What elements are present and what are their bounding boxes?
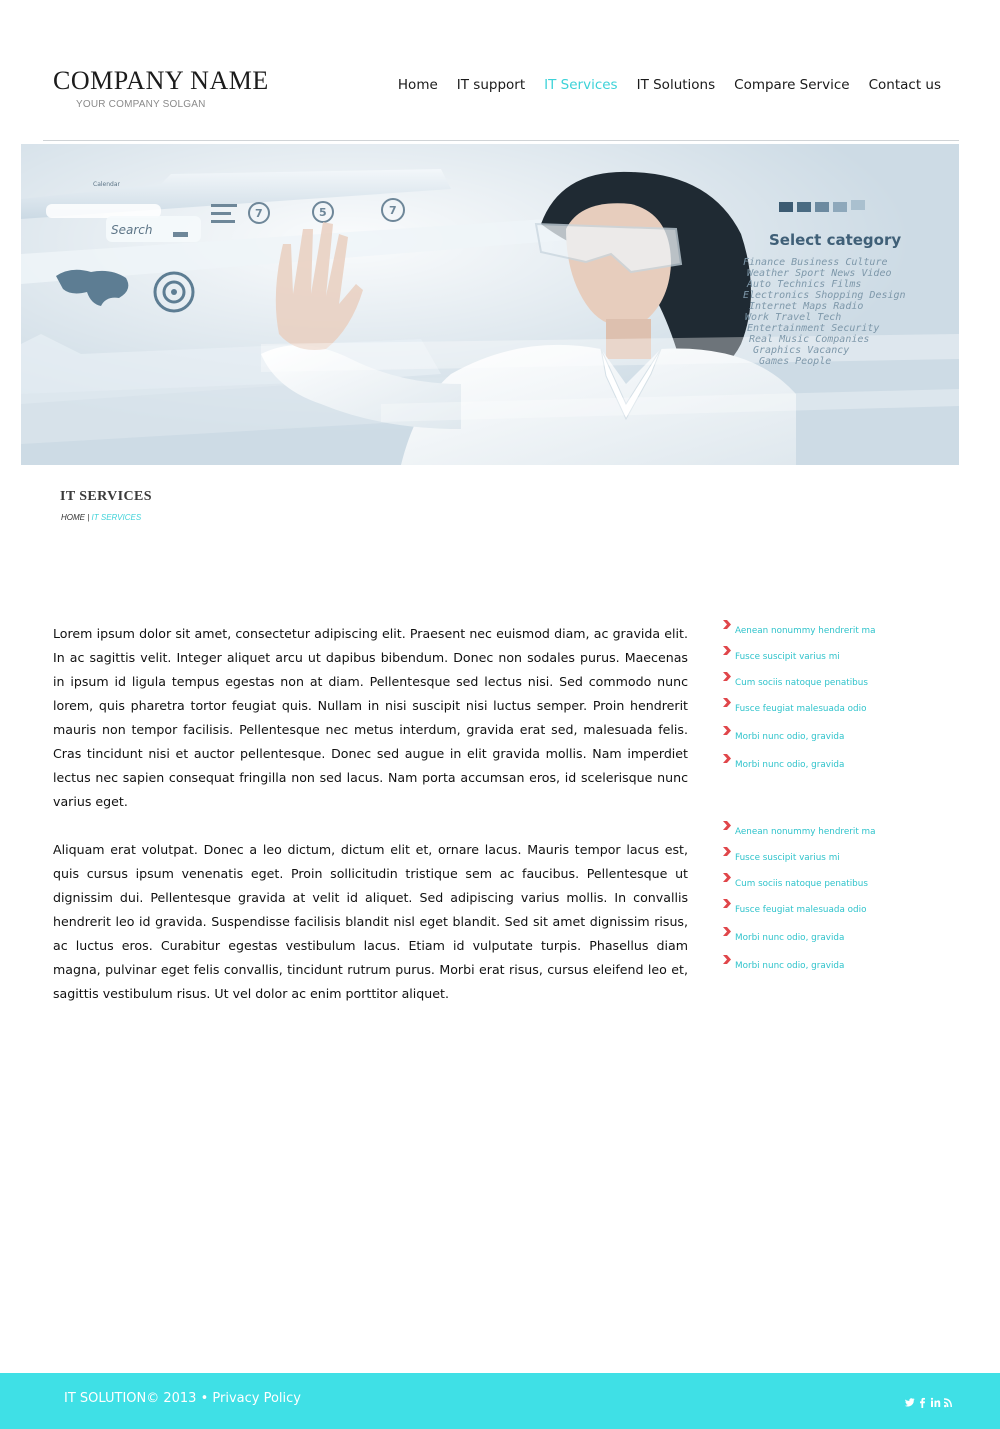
sidebar-link[interactable]: Fusce suscipit varius mi <box>735 652 840 662</box>
content-paragraph: Lorem ipsum dolor sit amet, consectetur adipiscing elit. Praesent nec euismod diam, ac gravida elit. In ac sagittis velit. Integer aliquet arcu ut dapibus bibendum. Donec non sodales purus. Maecenas in ipsum id ligula tempus egestas non at diam. Pellentesque sed lectus nisi. Sed commodo nunc lorem, quis pharetra tortor feugiat quis. Nullam in nisi suscipit nisi luctus semper. Proin hendrerit mauris non tempor facilisis. Pellentesque nec metus interdum, gravida erat sed, malesuada felis. Cras tincidunt nisi et auctor pellentesque. Donec sed augue in elit gravida mollis. Nam imperdiet lectus nec sapien consequat fringilla non sed lacus. Nam porta accumsan eros, id scelerisque nunc varius eget. <box>53 626 688 809</box>
arrow-right-icon <box>722 754 731 763</box>
header-divider <box>43 140 959 141</box>
social-links <box>902 1394 954 1407</box>
sidebar-item[interactable] <box>722 724 942 750</box>
arrow-right-icon <box>722 698 731 707</box>
sidebar-link[interactable]: Fusce feugiat malesuada odio <box>735 905 867 915</box>
sidebar-link[interactable]: Fusce suscipit varius mi <box>735 853 840 863</box>
hero-category-item: Real Music Companies <box>749 334 870 345</box>
footer <box>0 1373 1000 1429</box>
sidebar-link[interactable]: Morbi nunc odio, gravida <box>735 961 845 971</box>
twitter-icon[interactable] <box>904 1394 915 1407</box>
sidebar-item[interactable] <box>722 845 942 871</box>
sidebar-link[interactable]: Morbi nunc odio, gravida <box>735 933 845 943</box>
sidebar-item[interactable] <box>722 819 942 845</box>
logo[interactable] <box>53 66 269 110</box>
hero-category-title: Select category <box>769 231 902 249</box>
main-nav <box>379 76 941 94</box>
sidebar-item[interactable] <box>722 618 942 644</box>
hero-badge-b: 5 <box>319 206 327 219</box>
hero-calendar-label: Calendar <box>93 181 120 188</box>
sidebar-list-2 <box>722 819 942 979</box>
hero-category-item: Graphics Vacancy <box>753 345 850 356</box>
arrow-right-icon <box>722 726 731 735</box>
hero-category-item: Work Travel Tech <box>745 312 842 323</box>
company-slogan: YOUR COMPANY SOLGAN <box>76 99 206 110</box>
hero-badge-a: 7 <box>255 207 263 220</box>
hero-category-item: Finance Business Culture <box>743 257 888 268</box>
nav-compare-service[interactable]: Compare Service <box>734 77 850 93</box>
hero-banner <box>21 144 959 465</box>
sidebar-item[interactable] <box>722 925 942 951</box>
sidebar-item[interactable] <box>722 871 942 897</box>
arrow-right-icon <box>722 620 731 629</box>
hero-category-item: Internet Maps Radio <box>749 301 864 312</box>
arrow-right-icon <box>722 646 731 655</box>
sidebar-item[interactable] <box>722 752 942 778</box>
footer-copyright[interactable]: IT SOLUTION© 2013 • Privacy Policy <box>64 1391 301 1406</box>
sidebar-link[interactable]: Fusce feugiat malesuada odio <box>735 704 867 714</box>
sidebar-item[interactable] <box>722 953 942 979</box>
sidebar-item[interactable] <box>722 644 942 670</box>
arrow-right-icon <box>722 927 731 936</box>
nav-home[interactable]: Home <box>397 77 438 93</box>
sidebar-link[interactable]: Morbi nunc odio, gravida <box>735 760 845 770</box>
sidebar-item[interactable] <box>722 696 942 722</box>
hero-category-item: Weather Sport News Video <box>747 268 892 279</box>
sidebar-link[interactable]: Aenean nonummy hendrerit ma <box>735 827 876 837</box>
breadcrumb-current: IT SERVICES <box>91 513 142 522</box>
hero-illustration <box>21 144 959 465</box>
main-content <box>53 622 688 1030</box>
nav-it-solutions[interactable]: IT Solutions <box>636 77 716 93</box>
arrow-right-icon <box>722 847 731 856</box>
breadcrumb-home[interactable]: HOME <box>61 513 85 522</box>
sidebar-item[interactable] <box>722 897 942 923</box>
hero-category-item: Auto Technics Films <box>747 279 862 290</box>
sidebar-link[interactable]: Cum sociis natoque penatibus <box>735 678 868 688</box>
hero-search-label: Search <box>111 223 153 237</box>
page-title: IT SERVICES <box>60 489 152 504</box>
sidebar-item[interactable] <box>722 670 942 696</box>
facebook-icon[interactable] <box>917 1394 928 1407</box>
sidebar-list-1 <box>722 618 942 778</box>
linkedin-icon[interactable] <box>930 1394 941 1407</box>
sidebar-link[interactable]: Morbi nunc odio, gravida <box>735 732 845 742</box>
hero-category-item: Entertainment Security <box>747 323 880 334</box>
breadcrumb <box>61 513 141 522</box>
sidebar-link[interactable]: Cum sociis natoque penatibus <box>735 879 868 889</box>
hero-category-item: Electronics Shopping Design <box>743 290 906 301</box>
breadcrumb-separator: | <box>85 513 92 522</box>
arrow-right-icon <box>722 821 731 830</box>
sidebar-link[interactable]: Aenean nonummy hendrerit ma <box>735 626 876 636</box>
hero-badge-c: 7 <box>389 204 397 217</box>
hero-category-item: Games People <box>759 356 832 367</box>
nav-it-support[interactable]: IT support <box>456 77 526 93</box>
rss-icon[interactable] <box>943 1394 954 1407</box>
arrow-right-icon <box>722 955 731 964</box>
company-name[interactable]: COMPANY NAME <box>53 66 269 95</box>
arrow-right-icon <box>722 672 731 681</box>
nav-it-services[interactable]: IT Services <box>544 77 618 93</box>
nav-contact-us[interactable]: Contact us <box>868 77 941 93</box>
content-paragraph: Aliquam erat volutpat. Donec a leo dictum, dictum elit et, ornare lacus. Mauris tempor lacus est, quis cursus ipsum venenatis eget. Proin sollicitudin tristique sem ac faucibus. Pellentesque ut dignissim dui. Pellentesque gravida at velit id aliquet. Sed adipiscing varius mollis. In convallis hendrerit leo id gravida. Suspendisse facilisis blandit nisl eget blandit. Sed sit amet dignissim risus, ac luctus eros. Curabitur egestas vestibulum lacus. Etiam id vulputate turpis. Phasellus diam magna, pulvinar eget felis convallis, tincidunt rutrum purus. Morbi erat risus, cursus eleifend leo et, sagittis vestibulum risus. Ut vel dolor ac enim porttitor aliquet. <box>53 842 688 1001</box>
arrow-right-icon <box>722 899 731 908</box>
arrow-right-icon <box>722 873 731 882</box>
